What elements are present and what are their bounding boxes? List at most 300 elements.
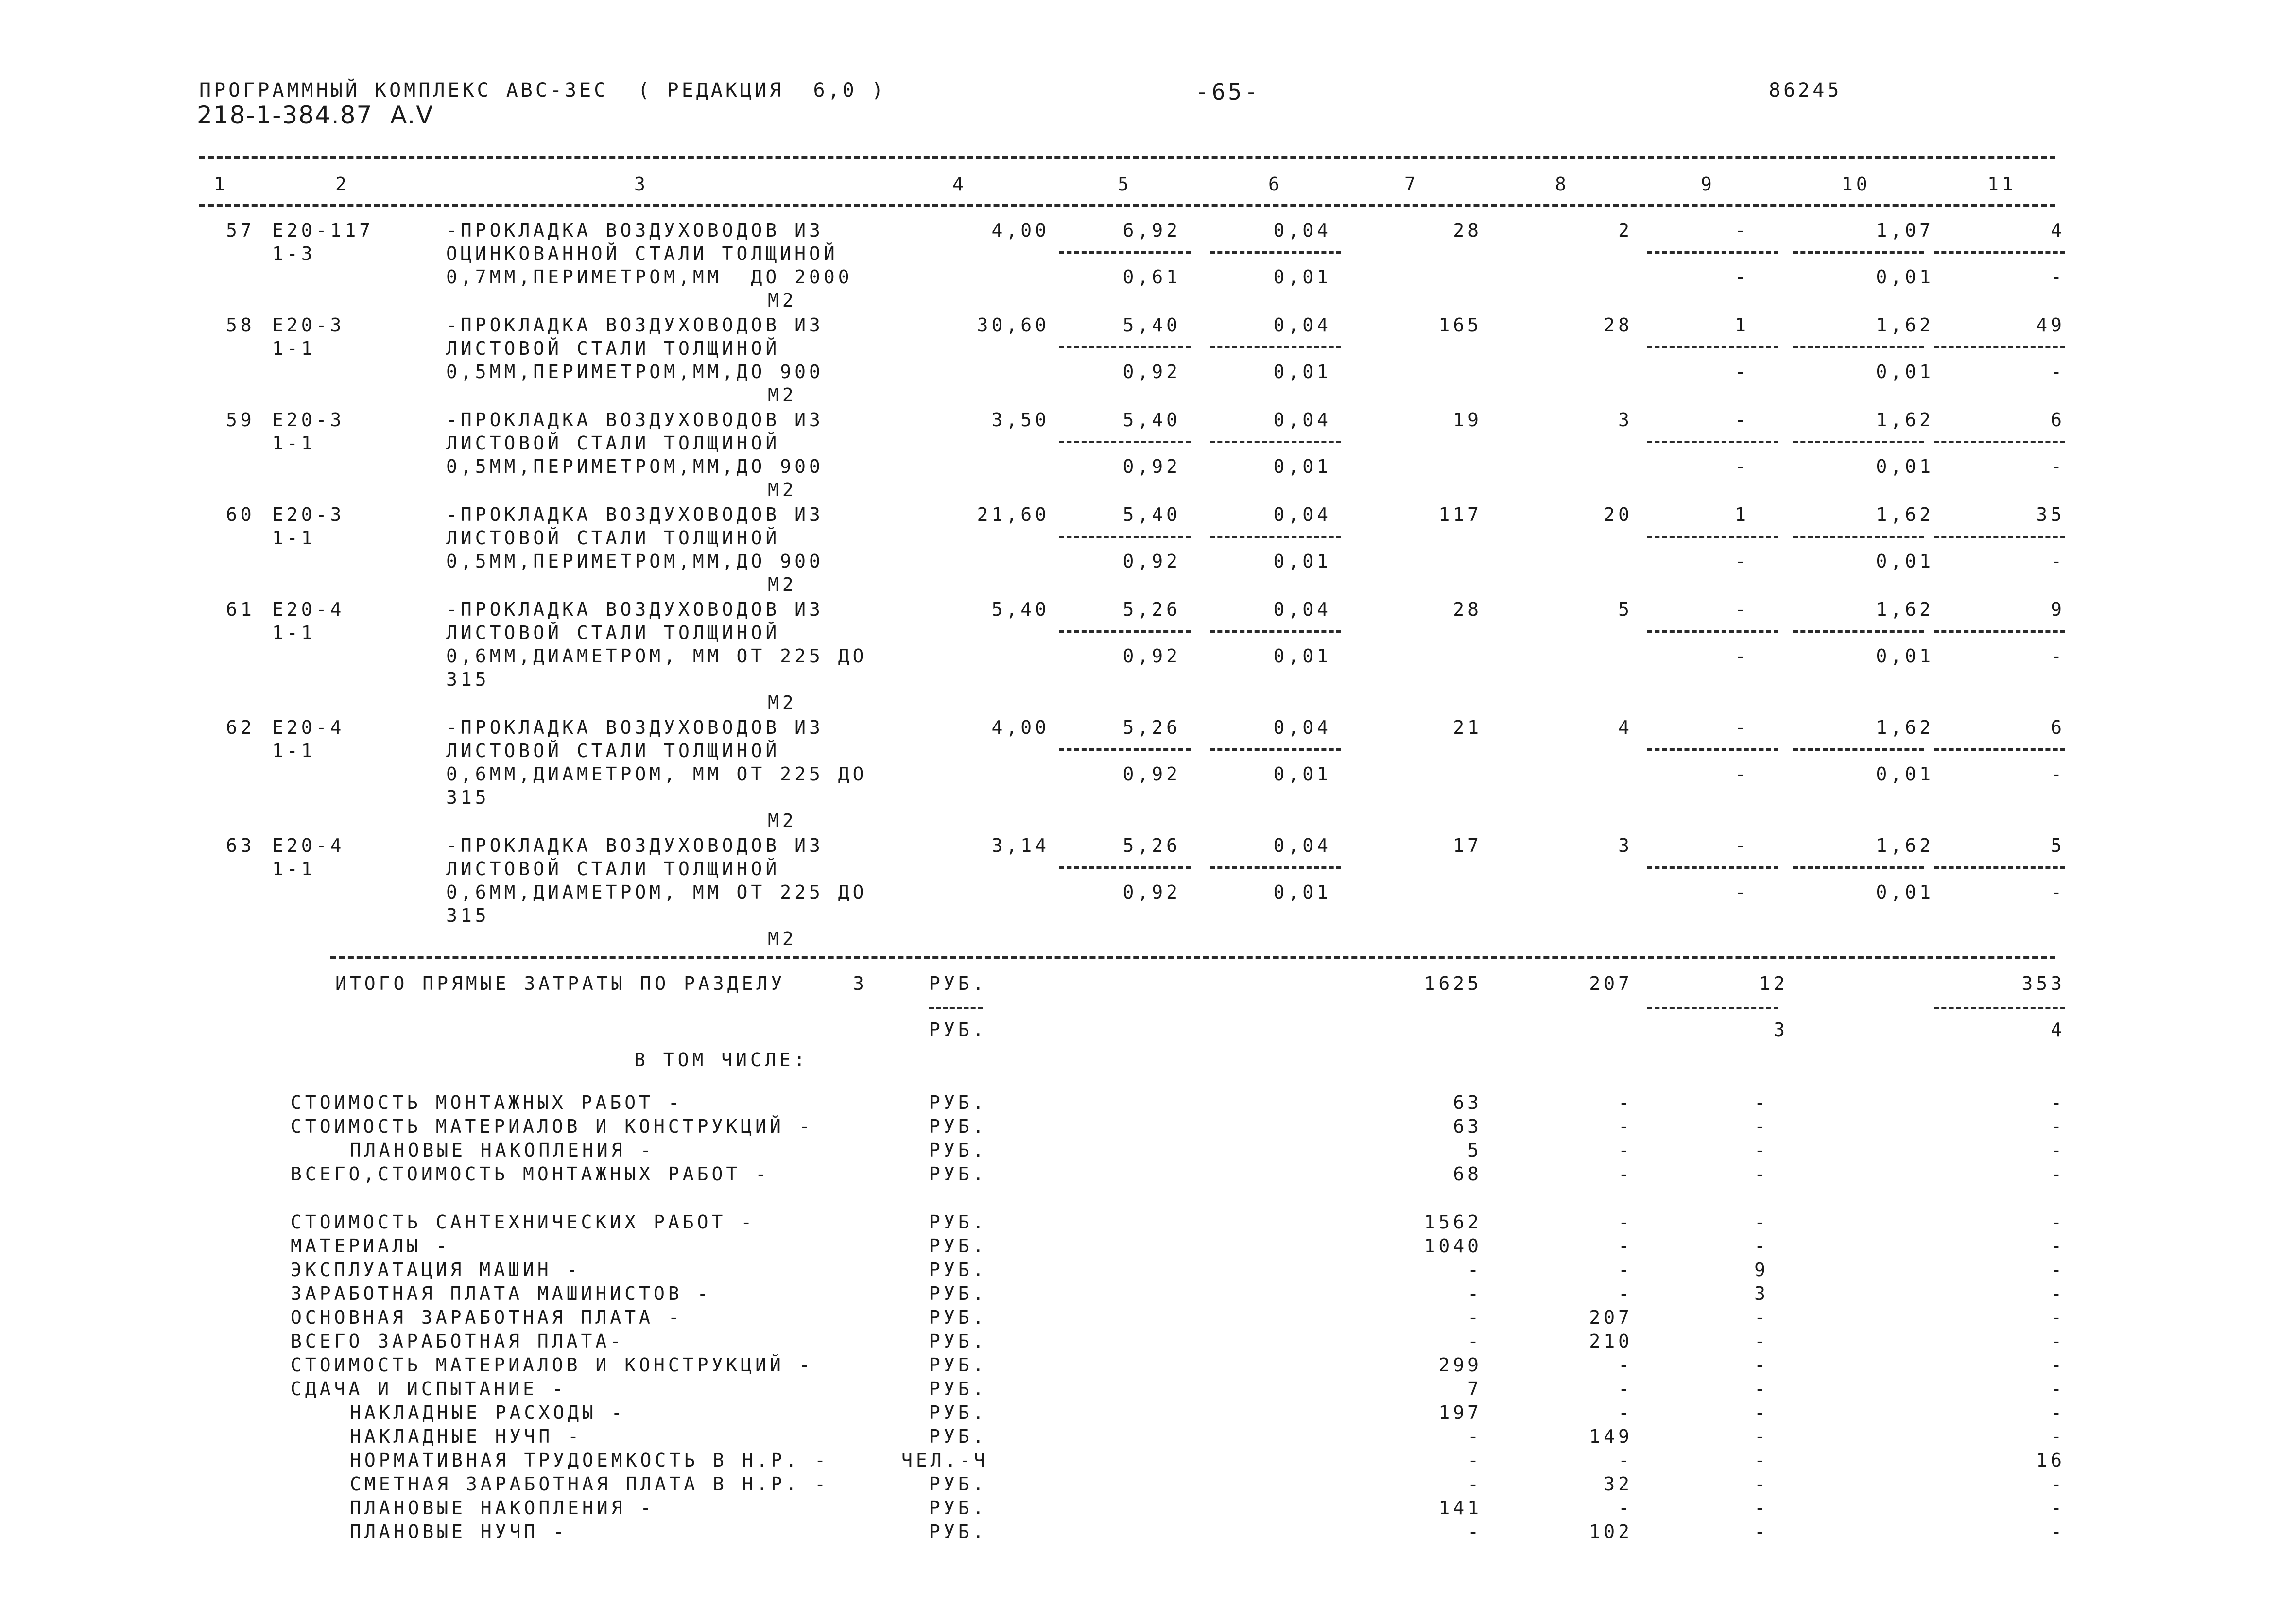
row-description-line: ЛИСТОВОЙ СТАЛИ ТОЛЩИНОЙ xyxy=(446,527,780,549)
row-description-line: 315 xyxy=(446,787,490,808)
summary-label: НАКЛАДНЫЕ РАСХОДЫ - xyxy=(350,1402,626,1423)
row-col5: 5,26 xyxy=(1122,599,1181,620)
row-col9-rule xyxy=(1647,346,1778,348)
summary-unit: РУБ. xyxy=(929,1259,987,1280)
row-col9-rule xyxy=(1647,630,1778,633)
row-col6: 0,04 xyxy=(1273,504,1331,525)
row-col6: 0,04 xyxy=(1273,314,1331,336)
row-col9-secondary: - xyxy=(1735,551,1749,572)
total-c11: 353 xyxy=(2021,973,2065,994)
row-col11-secondary: - xyxy=(2051,645,2065,667)
row-description-line: -ПРОКЛАДКА ВОЗДУХОВОДОВ ИЗ xyxy=(446,599,824,620)
summary-col7: - xyxy=(1467,1283,1482,1304)
summary-col11: - xyxy=(2051,1521,2065,1542)
row-col11-secondary: - xyxy=(2051,266,2065,288)
row-col5-secondary: 0,92 xyxy=(1122,361,1181,382)
summary-col9: - xyxy=(1754,1402,1769,1423)
row-description-line: 0,7ММ,ПЕРИМЕТРОМ,ММ ДО 2000 xyxy=(446,266,853,288)
summary-col7: - xyxy=(1467,1473,1482,1495)
row-col6: 0,04 xyxy=(1273,599,1331,620)
row-subcode: 1-1 xyxy=(272,740,316,761)
column-header-1: 1 xyxy=(214,173,228,195)
summary-unit: ЧЕЛ.-Ч xyxy=(901,1450,989,1471)
summary-col9: - xyxy=(1754,1378,1769,1400)
summary-col7: 5 xyxy=(1467,1140,1482,1161)
total-c8: 207 xyxy=(1589,973,1633,994)
document-code: 86245 xyxy=(1769,79,1842,102)
row-col6: 0,04 xyxy=(1273,220,1331,241)
row-col9-secondary: - xyxy=(1735,361,1749,382)
row-quantity: 30,60 xyxy=(977,314,1050,336)
row-code: Е20-117 xyxy=(272,220,374,241)
row-number: 60 xyxy=(226,504,255,525)
row-description-line: ОЦИНКОВАННОЙ СТАЛИ ТОЛЩИНОЙ xyxy=(446,243,838,264)
row-col6-rule xyxy=(1210,346,1341,348)
row-description-line: -ПРОКЛАДКА ВОЗДУХОВОДОВ ИЗ xyxy=(446,504,824,525)
row-col9-secondary: - xyxy=(1735,266,1749,288)
row-description-line: -ПРОКЛАДКА ВОЗДУХОВОДОВ ИЗ xyxy=(446,717,824,738)
row-code: Е20-3 xyxy=(272,409,345,431)
row-col10-rule xyxy=(1793,748,1924,751)
summary-col11: - xyxy=(2051,1283,2065,1304)
row-col6-secondary: 0,01 xyxy=(1273,266,1331,288)
summary-unit: РУБ. xyxy=(929,1307,987,1328)
inclusive-label: В ТОМ ЧИСЛЕ: xyxy=(634,1049,809,1071)
row-col9: - xyxy=(1735,220,1749,241)
row-col10: 1,07 xyxy=(1876,220,1934,241)
row-description-line: 0,6ММ,ДИАМЕТРОМ, ММ ОТ 225 ДО xyxy=(446,763,867,785)
row-col5-secondary: 0,92 xyxy=(1122,881,1181,903)
row-description-line: ЛИСТОВОЙ СТАЛИ ТОЛЩИНОЙ xyxy=(446,858,780,880)
row-subcode: 1-1 xyxy=(272,338,316,359)
row-col6-rule xyxy=(1210,748,1341,751)
summary-col11: - xyxy=(2051,1211,2065,1233)
summary-col9: - xyxy=(1754,1497,1769,1519)
row-col10-secondary: 0,01 xyxy=(1876,763,1934,785)
row-col5-secondary: 0,92 xyxy=(1122,645,1181,667)
row-col7: 28 xyxy=(1453,220,1482,241)
summary-unit: РУБ. xyxy=(929,1521,987,1542)
summary-col8: 210 xyxy=(1589,1331,1633,1352)
row-number: 61 xyxy=(226,599,255,620)
total-c9: 12 xyxy=(1759,973,1788,994)
summary-col7: - xyxy=(1467,1521,1482,1542)
summary-col9: - xyxy=(1754,1211,1769,1233)
summary-unit: РУБ. xyxy=(929,1116,987,1137)
row-description-line: 0,5ММ,ПЕРИМЕТРОМ,ММ,ДО 900 xyxy=(446,456,824,477)
row-col9-rule xyxy=(1647,866,1778,869)
summary-col9: - xyxy=(1754,1354,1769,1376)
row-col5: 5,40 xyxy=(1122,504,1181,525)
summary-col8: - xyxy=(1618,1450,1633,1471)
row-description-line: -ПРОКЛАДКА ВОЗДУХОВОДОВ ИЗ xyxy=(446,409,824,431)
row-col10-rule xyxy=(1793,441,1924,443)
summary-col7: 299 xyxy=(1438,1354,1482,1376)
row-col11-secondary: - xyxy=(2051,881,2065,903)
summary-col9: - xyxy=(1754,1116,1769,1137)
program-header: ПРОГРАММНЫЙ КОМПЛЕКС АВС-3ЕС ( РЕДАКЦИЯ 6,0 ) xyxy=(199,79,886,102)
row-col6-secondary: 0,01 xyxy=(1273,551,1331,572)
summary-col8: 32 xyxy=(1604,1473,1633,1495)
column-header-5: 5 xyxy=(1118,173,1132,195)
project-number: 218-1-384.87 A.V xyxy=(197,101,434,129)
row-code: Е20-3 xyxy=(272,504,345,525)
row-col11: 4 xyxy=(2051,220,2065,241)
summary-col7: 197 xyxy=(1438,1402,1482,1423)
row-unit: М2 xyxy=(768,928,797,950)
row-col9-rule xyxy=(1647,251,1778,254)
row-col8: 4 xyxy=(1618,717,1633,738)
row-col10-rule xyxy=(1793,866,1924,869)
summary-col8: - xyxy=(1618,1116,1633,1137)
row-col10: 1,62 xyxy=(1876,314,1934,336)
summary-col7: - xyxy=(1467,1426,1482,1447)
row-col6-rule xyxy=(1210,866,1341,869)
row-col6-rule xyxy=(1210,441,1341,443)
row-col6-secondary: 0,01 xyxy=(1273,361,1331,382)
summary-unit: РУБ. xyxy=(929,1092,987,1113)
row-col6-secondary: 0,01 xyxy=(1273,456,1331,477)
row-description-line: ЛИСТОВОЙ СТАЛИ ТОЛЩИНОЙ xyxy=(446,622,780,643)
row-col9-rule xyxy=(1647,536,1778,538)
row-col5: 5,26 xyxy=(1122,835,1181,856)
row-col10-secondary: 0,01 xyxy=(1876,551,1934,572)
row-description-line: ЛИСТОВОЙ СТАЛИ ТОЛЩИНОЙ xyxy=(446,432,780,454)
row-quantity: 21,60 xyxy=(977,504,1050,525)
summary-label: СТОИМОСТЬ САНТЕХНИЧЕСКИХ РАБОТ - xyxy=(291,1211,756,1233)
row-number: 62 xyxy=(226,717,255,738)
summary-col9: - xyxy=(1754,1163,1769,1185)
summary-col8: - xyxy=(1618,1211,1633,1233)
summary-col7: 1562 xyxy=(1424,1211,1482,1233)
summary-col7: - xyxy=(1467,1450,1482,1471)
row-col10-rule xyxy=(1793,346,1924,348)
row-col9-secondary: - xyxy=(1735,645,1749,667)
row-col5-rule xyxy=(1059,346,1191,348)
column-header-9: 9 xyxy=(1701,173,1715,195)
row-description-line: ЛИСТОВОЙ СТАЛИ ТОЛЩИНОЙ xyxy=(446,740,780,761)
row-col5-secondary: 0,92 xyxy=(1122,456,1181,477)
row-col5-rule xyxy=(1059,630,1191,633)
column-header-6: 6 xyxy=(1268,173,1283,195)
row-col9-secondary: - xyxy=(1735,881,1749,903)
row-description-line: -ПРОКЛАДКА ВОЗДУХОВОДОВ ИЗ xyxy=(446,220,824,241)
row-col10-secondary: 0,01 xyxy=(1876,645,1934,667)
row-description-line: 315 xyxy=(446,669,490,690)
row-col9-rule xyxy=(1647,748,1778,751)
row-col10-rule xyxy=(1793,630,1924,633)
row-col9: - xyxy=(1735,835,1749,856)
row-col7: 21 xyxy=(1453,717,1482,738)
row-col10-secondary: 0,01 xyxy=(1876,361,1934,382)
column-header-11: 11 xyxy=(1987,173,2017,195)
summary-unit: РУБ. xyxy=(929,1473,987,1495)
summary-unit: РУБ. xyxy=(929,1283,987,1304)
summary-unit: РУБ. xyxy=(929,1402,987,1423)
summary-label: СТОИМОСТЬ МОНТАЖНЫХ РАБОТ - xyxy=(291,1092,683,1113)
row-col9-secondary: - xyxy=(1735,456,1749,477)
row-number: 63 xyxy=(226,835,255,856)
row-col9: - xyxy=(1735,409,1749,431)
row-col8: 20 xyxy=(1604,504,1633,525)
summary-col11: - xyxy=(2051,1473,2065,1495)
row-number: 59 xyxy=(226,409,255,431)
row-col8: 28 xyxy=(1604,314,1633,336)
column-header-10: 10 xyxy=(1842,173,1871,195)
summary-col11: - xyxy=(2051,1140,2065,1161)
table-header-rule xyxy=(199,204,2055,207)
summary-unit: РУБ. xyxy=(929,1163,987,1185)
row-col8: 5 xyxy=(1618,599,1633,620)
row-code: Е20-3 xyxy=(272,314,345,336)
row-unit: М2 xyxy=(768,384,797,406)
row-col8: 3 xyxy=(1618,409,1633,431)
row-description-line: ЛИСТОВОЙ СТАЛИ ТОЛЩИНОЙ xyxy=(446,338,780,359)
row-col6-secondary: 0,01 xyxy=(1273,881,1331,903)
row-subcode: 1-3 xyxy=(272,243,316,264)
row-code: Е20-4 xyxy=(272,835,345,856)
row-col9-rule xyxy=(1647,441,1778,443)
summary-col8: - xyxy=(1618,1235,1633,1257)
summary-label: МАТЕРИАЛЫ - xyxy=(291,1235,450,1257)
summary-col11: - xyxy=(2051,1331,2065,1352)
summary-col8: 149 xyxy=(1589,1426,1633,1447)
row-col7: 165 xyxy=(1438,314,1482,336)
summary-col11: - xyxy=(2051,1116,2065,1137)
row-col11: 6 xyxy=(2051,717,2065,738)
row-col5-rule xyxy=(1059,866,1191,869)
row-col5-secondary: 0,61 xyxy=(1122,266,1181,288)
summary-col9: - xyxy=(1754,1140,1769,1161)
row-description-line: 315 xyxy=(446,905,490,926)
summary-label: СТОИМОСТЬ МАТЕРИАЛОВ И КОНСТРУКЦИЙ - xyxy=(291,1354,813,1376)
summary-col8: - xyxy=(1618,1092,1633,1113)
column-header-4: 4 xyxy=(952,173,967,195)
row-col6: 0,04 xyxy=(1273,835,1331,856)
summary-label: ЭКСПЛУАТАЦИЯ МАШИН - xyxy=(291,1259,581,1280)
summary-col11: 16 xyxy=(2036,1450,2065,1471)
row-col11-rule xyxy=(1934,866,2065,869)
total-label: ИТОГО ПРЯМЫЕ ЗАТРАТЫ ПО РАЗДЕЛУ xyxy=(335,973,786,994)
row-col6: 0,04 xyxy=(1273,717,1331,738)
row-description-line: 0,6ММ,ДИАМЕТРОМ, ММ ОТ 225 ДО xyxy=(446,881,867,903)
summary-unit: РУБ. xyxy=(929,1497,987,1519)
summary-unit: РУБ. xyxy=(929,1331,987,1352)
row-col7: 17 xyxy=(1453,835,1482,856)
total-c11b: 4 xyxy=(2051,1019,2065,1040)
summary-label: СМЕТНАЯ ЗАРАБОТНАЯ ПЛАТА В Н.Р. - xyxy=(350,1473,829,1495)
summary-col8: - xyxy=(1618,1163,1633,1185)
summary-col11: - xyxy=(2051,1497,2065,1519)
row-col11-rule xyxy=(1934,441,2065,443)
row-col5-rule xyxy=(1059,251,1191,254)
summary-col11: - xyxy=(2051,1259,2065,1280)
row-subcode: 1-1 xyxy=(272,527,316,549)
summary-label: ВСЕГО ЗАРАБОТНАЯ ПЛАТА- xyxy=(291,1331,625,1352)
row-unit: М2 xyxy=(768,574,797,595)
summary-col11: - xyxy=(2051,1426,2065,1447)
row-col9: 1 xyxy=(1735,504,1749,525)
summary-label: ПЛАНОВЫЕ НАКОПЛЕНИЯ - xyxy=(350,1497,655,1519)
row-code: Е20-4 xyxy=(272,599,345,620)
summary-col8: - xyxy=(1618,1259,1633,1280)
row-col7: 19 xyxy=(1453,409,1482,431)
row-col6-secondary: 0,01 xyxy=(1273,763,1331,785)
row-subcode: 1-1 xyxy=(272,622,316,643)
row-col11-rule xyxy=(1934,536,2065,538)
row-quantity: 3,50 xyxy=(991,409,1050,431)
summary-col9: - xyxy=(1754,1331,1769,1352)
row-quantity: 5,40 xyxy=(991,599,1050,620)
summary-col9: - xyxy=(1754,1450,1769,1471)
summary-col11: - xyxy=(2051,1235,2065,1257)
row-col10: 1,62 xyxy=(1876,504,1934,525)
row-col5: 5,40 xyxy=(1122,314,1181,336)
row-col10: 1,62 xyxy=(1876,717,1934,738)
total-section: 3 xyxy=(853,973,867,994)
row-quantity: 4,00 xyxy=(991,220,1050,241)
summary-col8: 207 xyxy=(1589,1307,1633,1328)
summary-unit: РУБ. xyxy=(929,1354,987,1376)
row-col10-rule xyxy=(1793,251,1924,254)
summary-col9: 9 xyxy=(1754,1259,1769,1280)
summary-col9: 3 xyxy=(1754,1283,1769,1304)
row-col11-rule xyxy=(1934,251,2065,254)
summary-col11: - xyxy=(2051,1092,2065,1113)
summary-col8: - xyxy=(1618,1354,1633,1376)
summary-col11: - xyxy=(2051,1163,2065,1185)
row-col9-secondary: - xyxy=(1735,763,1749,785)
row-col10: 1,62 xyxy=(1876,409,1934,431)
column-header-3: 3 xyxy=(634,173,649,195)
row-description-line: 0,5ММ,ПЕРИМЕТРОМ,ММ,ДО 900 xyxy=(446,361,824,382)
row-col10-rule xyxy=(1793,536,1924,538)
row-col11-secondary: - xyxy=(2051,763,2065,785)
summary-label: ЗАРАБОТНАЯ ПЛАТА МАШИНИСТОВ - xyxy=(291,1283,712,1304)
total-unit: РУБ. xyxy=(929,973,987,994)
row-col8: 2 xyxy=(1618,220,1633,241)
row-unit: М2 xyxy=(768,290,797,311)
summary-col9: - xyxy=(1754,1521,1769,1542)
row-number: 57 xyxy=(226,220,255,241)
row-col10-secondary: 0,01 xyxy=(1876,266,1934,288)
row-col11: 49 xyxy=(2036,314,2065,336)
row-quantity: 4,00 xyxy=(991,717,1050,738)
summary-col8: - xyxy=(1618,1497,1633,1519)
summary-col9: - xyxy=(1754,1473,1769,1495)
row-description-line: -ПРОКЛАДКА ВОЗДУХОВОДОВ ИЗ xyxy=(446,314,824,336)
column-header-2: 2 xyxy=(335,173,350,195)
summary-label: ОСНОВНАЯ ЗАРАБОТНАЯ ПЛАТА - xyxy=(291,1307,683,1328)
row-col5: 6,92 xyxy=(1122,220,1181,241)
row-col11: 35 xyxy=(2036,504,2065,525)
row-col6-rule xyxy=(1210,251,1341,254)
totals-rule xyxy=(330,956,2055,959)
summary-col11: - xyxy=(2051,1402,2065,1423)
row-description-line: 0,6ММ,ДИАМЕТРОМ, ММ ОТ 225 ДО xyxy=(446,645,867,667)
page-number: -65- xyxy=(1195,79,1261,105)
total-c9b: 3 xyxy=(1774,1019,1788,1040)
summary-col11: - xyxy=(2051,1354,2065,1376)
summary-unit: РУБ. xyxy=(929,1140,987,1161)
summary-col9: - xyxy=(1754,1307,1769,1328)
column-header-8: 8 xyxy=(1555,173,1570,195)
row-col11: 9 xyxy=(2051,599,2065,620)
total-unit-rule xyxy=(929,1007,983,1009)
row-subcode: 1-1 xyxy=(272,858,316,880)
total-c9-rule xyxy=(1647,1007,1778,1009)
column-header-7: 7 xyxy=(1404,173,1419,195)
row-col5-secondary: 0,92 xyxy=(1122,551,1181,572)
row-col11-rule xyxy=(1934,748,2065,751)
row-col9: - xyxy=(1735,599,1749,620)
row-col10-secondary: 0,01 xyxy=(1876,881,1934,903)
row-col7: 117 xyxy=(1438,504,1482,525)
summary-col7: 7 xyxy=(1467,1378,1482,1400)
row-col10: 1,62 xyxy=(1876,599,1934,620)
summary-col11: - xyxy=(2051,1378,2065,1400)
row-col11: 6 xyxy=(2051,409,2065,431)
total-c11-rule xyxy=(1934,1007,2065,1009)
summary-col7: 1040 xyxy=(1424,1235,1482,1257)
row-col11: 5 xyxy=(2051,835,2065,856)
row-number: 58 xyxy=(226,314,255,336)
row-col10-secondary: 0,01 xyxy=(1876,456,1934,477)
summary-col9: - xyxy=(1754,1235,1769,1257)
row-col6-rule xyxy=(1210,536,1341,538)
summary-col7: - xyxy=(1467,1307,1482,1328)
row-quantity: 3,14 xyxy=(991,835,1050,856)
summary-col7: - xyxy=(1467,1331,1482,1352)
summary-col8: - xyxy=(1618,1140,1633,1161)
row-col11-rule xyxy=(1934,630,2065,633)
row-description-line: -ПРОКЛАДКА ВОЗДУХОВОДОВ ИЗ xyxy=(446,835,824,856)
summary-label: НОРМАТИВНАЯ ТРУДОЕМКОСТЬ В Н.Р. - xyxy=(350,1450,829,1471)
summary-col7: 68 xyxy=(1453,1163,1482,1185)
summary-col7: 141 xyxy=(1438,1497,1482,1519)
row-col9: - xyxy=(1735,717,1749,738)
row-col8: 3 xyxy=(1618,835,1633,856)
row-col6-secondary: 0,01 xyxy=(1273,645,1331,667)
summary-unit: РУБ. xyxy=(929,1426,987,1447)
summary-label: СДАЧА И ИСПЫТАНИЕ - xyxy=(291,1378,567,1400)
row-col5-secondary: 0,92 xyxy=(1122,763,1181,785)
row-col11-secondary: - xyxy=(2051,456,2065,477)
summary-label: СТОИМОСТЬ МАТЕРИАЛОВ И КОНСТРУКЦИЙ - xyxy=(291,1116,813,1137)
row-unit: М2 xyxy=(768,810,797,831)
summary-col8: - xyxy=(1618,1283,1633,1304)
summary-col9: - xyxy=(1754,1426,1769,1447)
row-col5: 5,26 xyxy=(1122,717,1181,738)
summary-label: ПЛАНОВЫЕ НАКОПЛЕНИЯ - xyxy=(350,1140,655,1161)
row-col11-secondary: - xyxy=(2051,551,2065,572)
table-top-rule xyxy=(199,156,2055,159)
total-unit-2: РУБ. xyxy=(929,1019,987,1040)
row-col11-rule xyxy=(1934,346,2065,348)
summary-unit: РУБ. xyxy=(929,1211,987,1233)
row-description-line: 0,5ММ,ПЕРИМЕТРОМ,ММ,ДО 900 xyxy=(446,551,824,572)
row-subcode: 1-1 xyxy=(272,432,316,454)
summary-label: НАКЛАДНЫЕ НУЧП - xyxy=(350,1426,583,1447)
summary-label: ВСЕГО,СТОИМОСТЬ МОНТАЖНЫХ РАБОТ - xyxy=(291,1163,770,1185)
row-col6-rule xyxy=(1210,630,1341,633)
summary-col8: - xyxy=(1618,1402,1633,1423)
summary-col7: 63 xyxy=(1453,1092,1482,1113)
summary-unit: РУБ. xyxy=(929,1378,987,1400)
row-unit: М2 xyxy=(768,692,797,713)
row-unit: М2 xyxy=(768,479,797,501)
summary-col8: 102 xyxy=(1589,1521,1633,1542)
